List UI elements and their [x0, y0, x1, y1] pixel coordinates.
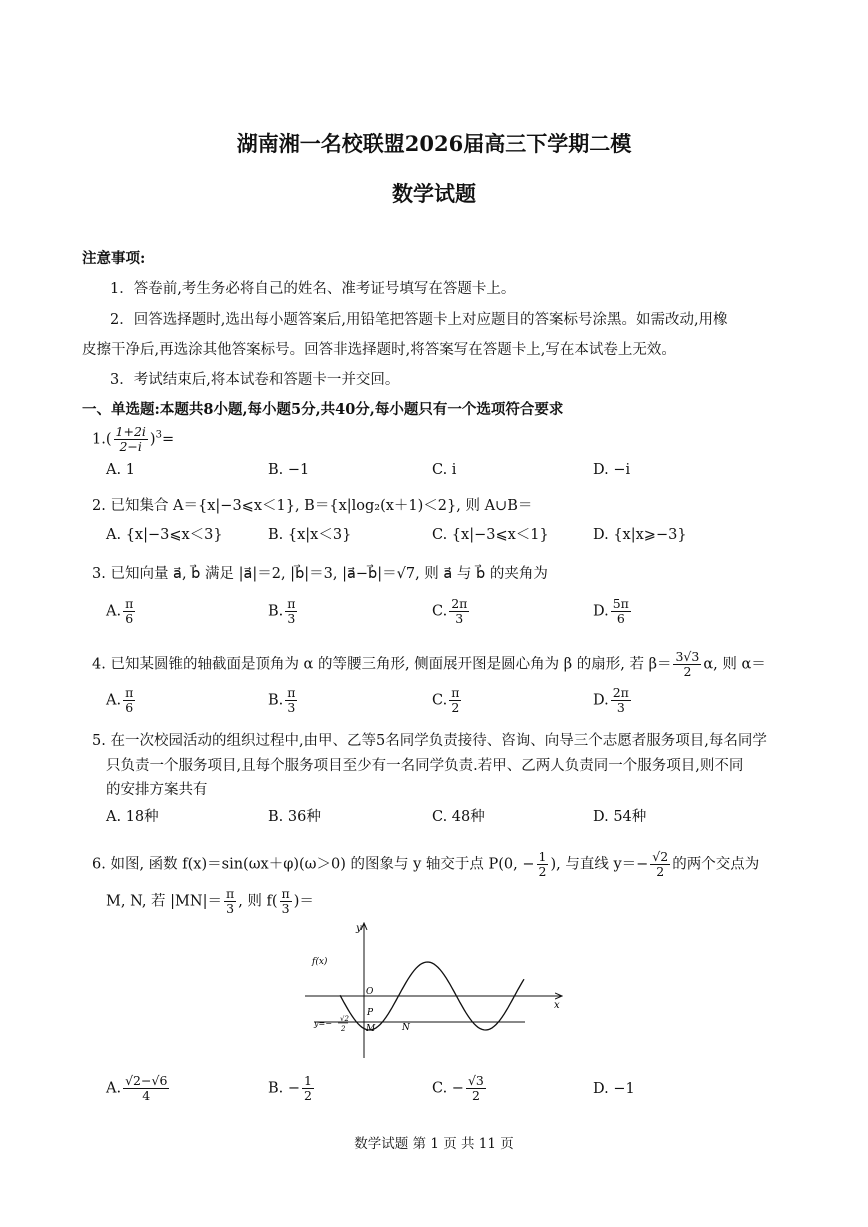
q1-number: 1. — [92, 431, 106, 448]
q1-option-a: A. 1 — [106, 462, 135, 478]
sine-graph — [300, 918, 570, 1063]
question-4: 4. 已知某圆锥的轴截面是顶角为 α 的等腰三角形, 侧面展开图是圆心角为 β 的扇形, 若 β＝ $\frac{3√3}{2}$ α, 则 α＝ — [92, 649, 766, 679]
q2-option-b: B. {x|x＜3} — [268, 527, 352, 543]
notice-item-1: 1．答卷前,考生务必将自己的姓名、准考证号填写在答题卡上。 — [110, 281, 516, 297]
q6-option-b: B. − $\frac{1}{2}$ — [268, 1073, 312, 1103]
q3-option-b: B. $\frac{\pi}{3}$ — [268, 596, 296, 626]
line-label: y=− — [314, 1019, 332, 1028]
q5-option-b: B. 36种 — [268, 809, 321, 825]
page-footer: 数学试题 第 1 页 共 11 页 — [354, 1136, 514, 1152]
m-label: M — [366, 1024, 376, 1034]
q1-fraction: $\frac{1+2i}{2-i}$ — [115, 424, 146, 454]
f-label: f(x) — [312, 957, 328, 967]
question-2: 2. 已知集合 A＝{x|−3⩽x＜1}, B＝{x|log₂(x＋1)＜2}, 则 A∪B＝ — [92, 498, 533, 514]
line-label-num: √2 — [340, 1015, 349, 1023]
q1-option-c: C. i — [432, 462, 457, 478]
x-label: x — [554, 1000, 560, 1011]
q6-option-d: D. −1 — [593, 1081, 635, 1097]
origin-label: O — [366, 987, 374, 997]
q2-option-d: D. {x|x⩾−3} — [593, 527, 687, 543]
q6-option-c: C. − $\frac{√3}{2}$ — [432, 1073, 484, 1103]
exam-subject: 数学试题 — [392, 181, 476, 206]
q5-option-c: C. 48种 — [432, 809, 485, 825]
line-label-den: 2 — [341, 1025, 346, 1033]
exam-title: 湖南湘一名校联盟2026届高三下学期二模 — [236, 131, 632, 156]
q3-option-a: A. $\frac{\pi}{6}$ — [106, 596, 134, 626]
notice-heading: 注意事项: — [82, 250, 146, 267]
p-label: P — [367, 1008, 374, 1018]
question-5-line-3: 的安排方案共有 — [106, 782, 208, 798]
notice-item-3: 3．考试结束后,将本试卷和答题卡一并交回。 — [110, 372, 400, 388]
notice-item-2-cont: 皮擦干净后,再选涂其他答案标号。回答非选择题时,将答案写在答题卡上,写在本试卷上无效。 — [82, 342, 676, 358]
question-3: 3. 已知向量 a⃗, b⃗ 满足 |a⃗|＝2, |b⃗|＝3, |a⃗−b⃗|＝√7, 则 a⃗ 与 b⃗ 的夹角为 — [92, 566, 548, 582]
q1-option-b: B. −1 — [268, 462, 310, 478]
section-heading: 一、单选题:本题共8小题,每小题5分,共40分,每小题只有一个选项符合要求 — [82, 401, 564, 418]
q6-option-a: A. $\frac{√2-√6}{4}$ — [106, 1073, 168, 1103]
q3-option-c: C. $\frac{2\pi}{3}$ — [432, 596, 468, 626]
question-1: 1.( $\frac{1+2i}{2-i}$ )$^3$= — [92, 424, 175, 454]
question-6-line-2: M, N, 若 |MN|＝ $\frac{\pi}{3}$ , 则 f( $\frac{\pi}{3}$ )＝ — [106, 886, 314, 916]
q2-option-c: C. {x|−3⩽x＜1} — [432, 527, 549, 543]
question-6-line-1: 6. 如图, 函数 f(x)＝sin(ωx＋φ)(ω＞0) 的图象与 y 轴交于点 P(0, − $\frac{1}{2}$ ), 与直线 y＝− $\frac{√2}{2}$ 的两个交点为 — [92, 849, 760, 879]
q4-option-c: C. $\frac{\pi}{2}$ — [432, 685, 460, 715]
q4-option-d: D. $\frac{2\pi}{3}$ — [593, 685, 629, 715]
q5-option-d: D. 54种 — [593, 809, 647, 825]
q5-option-a: A. 18种 — [106, 809, 159, 825]
n-label: N — [402, 1023, 410, 1033]
q3-option-d: D. $\frac{5\pi}{6}$ — [593, 596, 629, 626]
q4-option-a: A. $\frac{\pi}{6}$ — [106, 685, 134, 715]
question-5-line-2: 只负责一个服务项目,且每个服务项目至少有一名同学负责.若甲、乙两人负责同一个服务项目,则不同 — [106, 758, 744, 774]
q2-option-a: A. {x|−3⩽x＜3} — [106, 527, 223, 543]
q1-option-d: D. −i — [593, 462, 631, 478]
q4-option-b: B. $\frac{\pi}{3}$ — [268, 685, 296, 715]
question-5-line-1: 5. 在一次校园活动的组织过程中,由甲、乙等5名同学负责接待、咨询、向导三个志愿者服务项目,每名同学 — [92, 733, 767, 749]
notice-item-2: 2．回答选择题时,选出每小题答案后,用铅笔把答题卡上对应题目的答案标号涂黑。如需改动,用橡 — [110, 312, 728, 328]
y-label: y — [356, 923, 362, 934]
